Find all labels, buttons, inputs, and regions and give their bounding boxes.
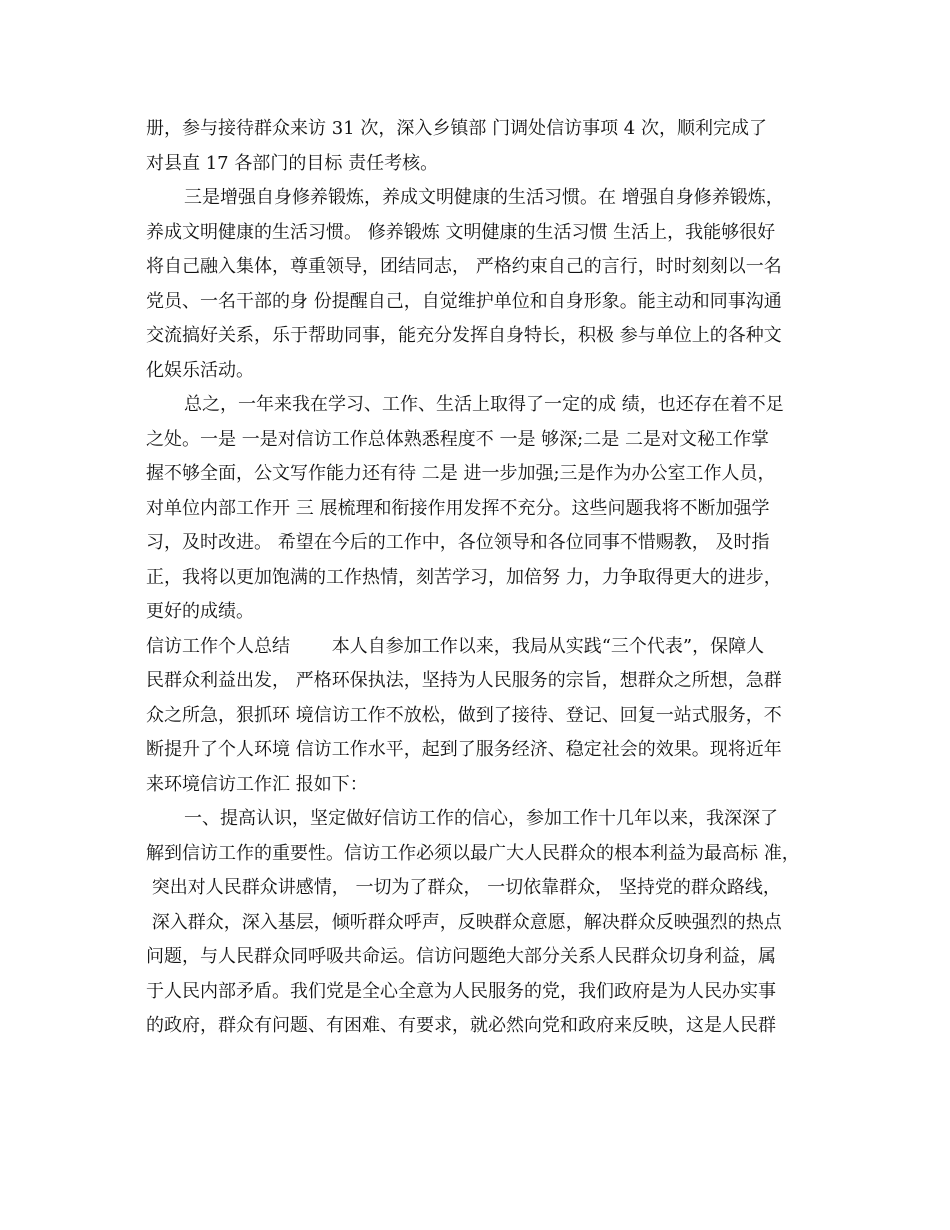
- text-line: 册，参与接待群众来访 31 次，深入乡镇部 门调处信访事项 4 次，顺利完成了: [146, 118, 767, 139]
- text-line: 众之所急，狠抓环 境信访工作不放松，做到了接待、登记、回复一站式服务，不: [146, 704, 782, 726]
- text-line: 的政府，群众有问题、有困难、有要求，就必然向党和政府来反映，这是人民群: [146, 1015, 776, 1036]
- text-line: 交流搞好关系，乐于帮助同事，能充分发挥自身特长，积极 参与单位上的各种文: [146, 325, 782, 346]
- text-line: 三是增强自身修养锻炼，养成文明健康的生活习惯。在 增强自身修养锻炼，: [184, 187, 784, 208]
- text-line: 解到信访工作的重要性。信访工作必须以最广大人民群众的根本利益为最高标 准，: [146, 842, 800, 864]
- text-line: 信访工作个人总结 本人自参加工作以来，我局从实践“三个代表”，保障人: [146, 635, 765, 657]
- text-line: 民群众利益出发， 严格环保执法，坚持为人民服务的宗旨，想群众之所想，急群: [146, 670, 782, 691]
- document-body: [146, 112, 826, 1044]
- text-line: 对单位内部工作开 三 展梳理和衔接作用发挥不充分。这些问题我将不断加强学: [146, 497, 770, 519]
- text-line: 来环境信访工作汇 报如下：: [146, 773, 368, 795]
- text-line: 养成文明健康的生活习惯。 修养锻炼 文明健康的生活习惯 生活上，我能够很好: [146, 221, 776, 243]
- text-line: 握不够全面，公文写作能力还有待 二是 进一步加强;三是作为办公室工作人员，: [146, 463, 776, 484]
- text-line: 化娱乐活动。: [146, 359, 254, 381]
- text-line: 深入群众，深入基层，倾听群众呼声，反映群众意愿，解决群众反映强烈的热点: [146, 911, 782, 933]
- text-line: 之处。一是 一是对信访工作总体熟悉程度不 一是 够深;二是 二是对文秘工作掌: [146, 428, 769, 450]
- text-line: 总之，一年来我在学习、工作、生活上取得了一定的成 绩，也还存在着不足: [184, 394, 784, 415]
- text-line: 正，我将以更加饱满的工作热情，刻苦学习，加倍努 力，力争取得更大的进步，: [146, 566, 782, 588]
- text-line: 对县直 17 各部门的目标 责任考核。: [146, 152, 439, 174]
- text-line: 问题，与人民群众同呼吸共命运。信访问题绝大部分关系人民群众切身利益，属: [146, 946, 776, 967]
- text-line: 更好的成绩。: [146, 601, 254, 622]
- text-line: 党员、一名干部的身 份提醒自己，自觉维护单位和自身形象。能主动和同事沟通: [146, 290, 782, 312]
- text-line: 断提升了个人环境 信访工作水平，起到了服务经济、稳定社会的效果。现将近年: [146, 739, 782, 760]
- text-line: 一、提高认识，坚定做好信访工作的信心，参加工作十几年以来，我深深了: [184, 808, 778, 829]
- text-line: 将自己融入集体，尊重领导，团结同志， 严格约束自己的言行，时时刻刻以一名: [146, 256, 782, 277]
- text-line: 习，及时改进。 希望在今后的工作中，各位领导和各位同事不惜赐教， 及时指: [146, 532, 770, 553]
- text-line: 突出对人民群众讲感情， 一切为了群众， 一切依靠群众， 坚持党的群众路线，: [146, 877, 781, 898]
- text-line: 于人民内部矛盾。我们党是全心全意为人民服务的党，我们政府是为人民办实事: [146, 980, 776, 1002]
